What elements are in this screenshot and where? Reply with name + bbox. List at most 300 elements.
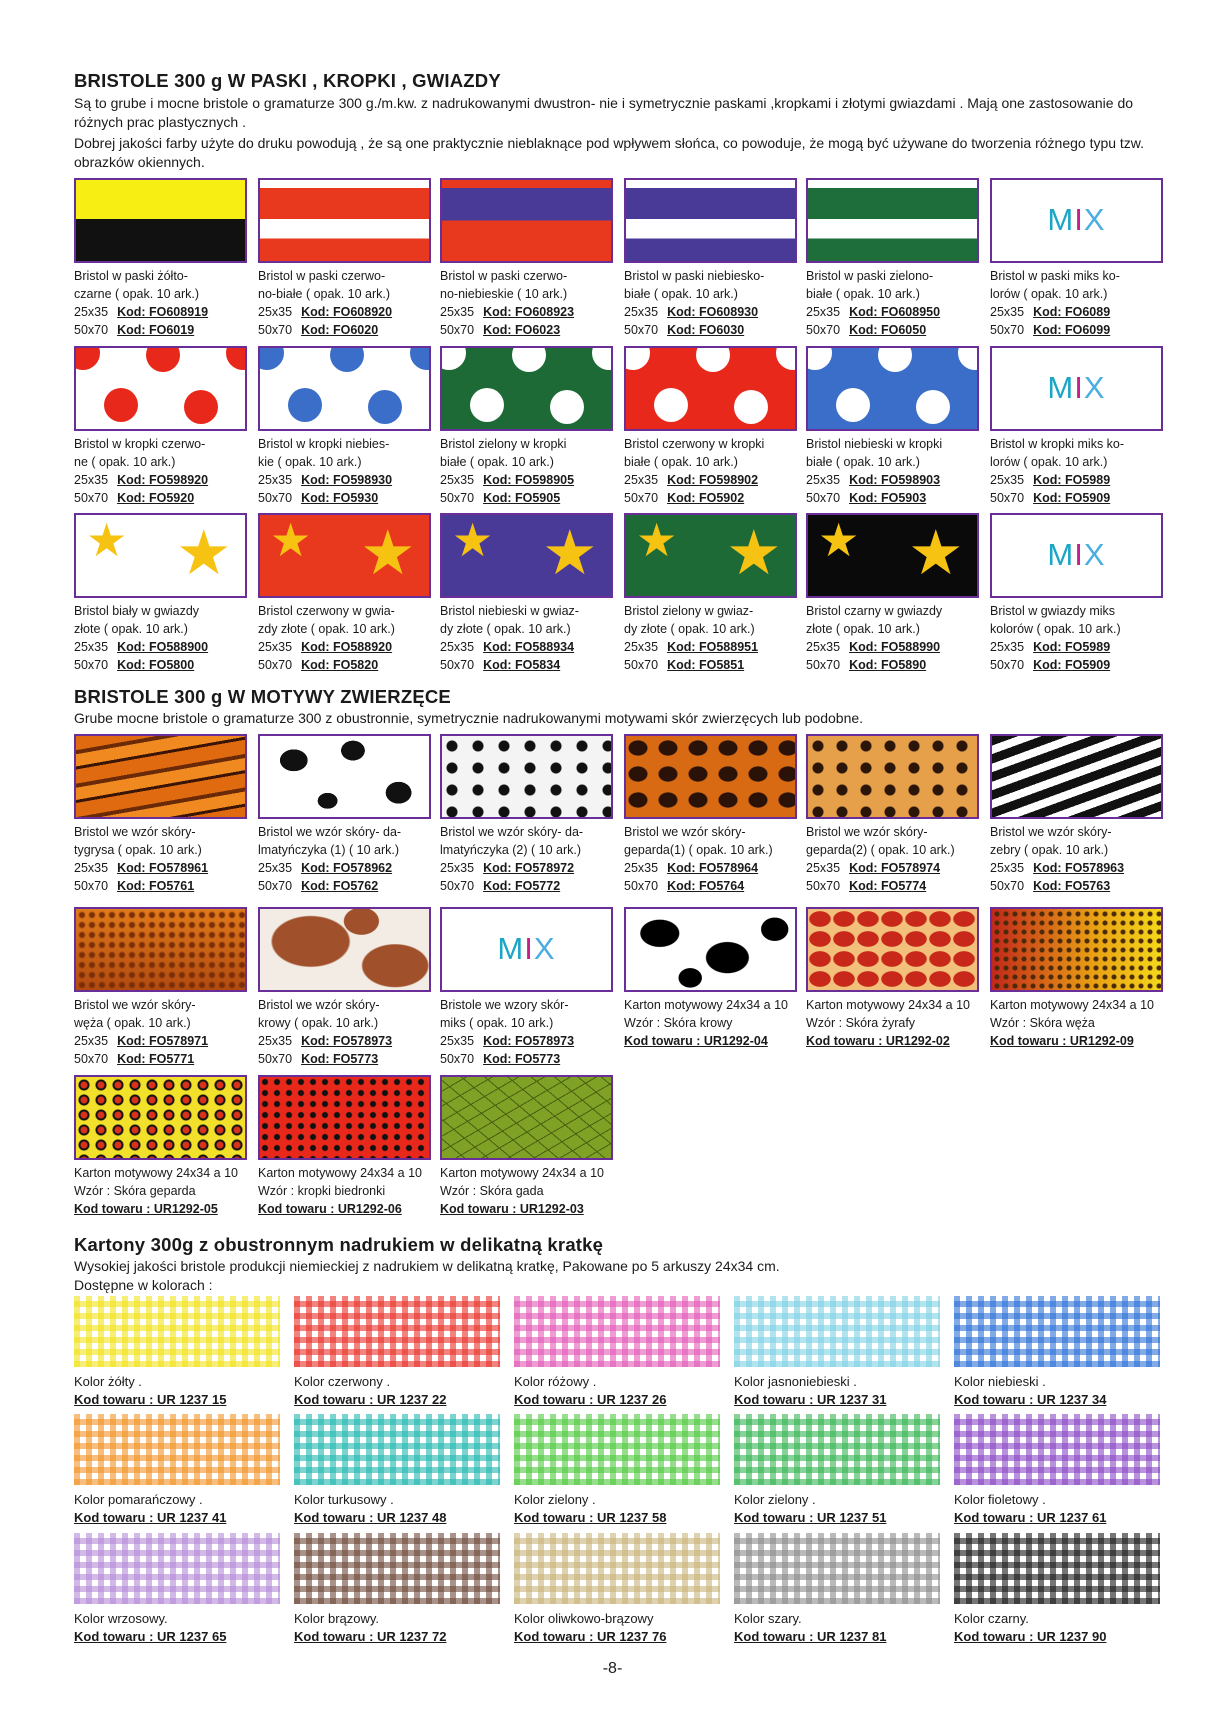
product-name-line1: Bristol w paski miks ko-	[990, 269, 1120, 283]
karton-name: Karton motywowy 24x34 a 10	[624, 998, 788, 1012]
polka-dot	[440, 346, 466, 370]
product-swatch	[806, 346, 979, 431]
product-swatch	[74, 734, 247, 819]
product-card	[806, 178, 979, 339]
product-name-line2: białe ( opak. 10 ark.)	[806, 287, 920, 301]
product-name-line2: czarne ( opak. 10 ark.)	[74, 287, 200, 301]
product-name-line1: Bristol w paski czerwo-	[440, 269, 568, 283]
mix-label	[992, 537, 1161, 573]
gingham-color-name: Kolor pomarańczowy .	[74, 1492, 203, 1507]
product-card	[74, 734, 247, 895]
size-large: 50x70	[440, 491, 475, 505]
product-code-small: Kod: FO598903	[849, 473, 941, 487]
product-caption	[258, 267, 431, 339]
section-description-2: Dobrej jakości farby użyte do druku powodują , że są one praktycznie nieblaknące pod wpływem słońca, co powoduje, że mogą być używane do tworzenia różnego typu tzw. obrazków okiennych.	[74, 135, 1145, 170]
product-name-line2: białe ( opak. 10 ark.)	[624, 287, 738, 301]
product-name-line1: Bristol czerwony w kropki	[624, 437, 765, 451]
polka-dot	[104, 388, 138, 422]
product-code-large: Kod: FO5771	[117, 1052, 195, 1066]
product-name-line1: Bristol w paski niebiesko-	[624, 269, 765, 283]
size-large: 50x70	[440, 323, 475, 337]
product-code-small: Kod: FO5989	[1033, 473, 1111, 487]
karton-caption	[258, 1164, 431, 1218]
product-caption	[258, 996, 431, 1068]
page-number: -8-	[602, 1660, 623, 1677]
product-name-line1: Bristol we wzór skóry- da-	[440, 825, 584, 839]
gingham-color-name: Kolor zielony .	[514, 1492, 596, 1507]
product-code-small: Kod: FO608919	[117, 305, 209, 319]
animals-description: Grube mocne bristole o gramaturze 300 z obustronnie, symetrycznie nadrukowanymi motywami skór zwierzęcych lub podobne.	[74, 710, 864, 726]
product-code-small: Kod: FO588934	[483, 640, 575, 654]
product-card	[440, 346, 613, 507]
polka-dot	[806, 346, 832, 370]
product-code-large: Kod: FO5834	[483, 658, 561, 672]
product-card	[624, 513, 797, 674]
size-small: 25x35	[74, 473, 109, 487]
gingham-swatch	[294, 1414, 500, 1485]
karton-code: Kod towaru : UR1292-06	[258, 1202, 402, 1216]
size-small: 25x35	[74, 640, 109, 654]
gingham-swatch	[294, 1533, 500, 1604]
karton-card	[624, 907, 797, 1050]
product-code-large: Kod: FO5903	[849, 491, 927, 505]
product-code-small: Kod: FO578973	[483, 1034, 575, 1048]
product-name-line1: Bristole we wzory skór-	[440, 998, 569, 1012]
gingham-code: Kod towaru : UR 1237 76	[514, 1629, 667, 1644]
size-large: 50x70	[624, 323, 659, 337]
product-name-line1: Bristol czarny w gwiazdy	[806, 604, 943, 618]
product-swatch	[258, 513, 431, 598]
gingham-swatch	[74, 1296, 280, 1367]
gold-star-icon: ★	[542, 519, 598, 588]
product-caption	[74, 823, 247, 895]
polka-dot	[368, 390, 402, 424]
gold-star-icon: ★	[360, 519, 416, 588]
product-code-small: Kod: FO578961	[117, 861, 209, 875]
karton-pattern: Wzór : Skóra gada	[440, 1184, 544, 1198]
product-name-line2: geparda(2) ( opak. 10 ark.)	[806, 843, 955, 857]
gold-star-icon: ★	[452, 514, 494, 566]
karton-caption	[806, 996, 979, 1050]
product-code-large: Kod: FO5773	[301, 1052, 379, 1066]
size-small: 25x35	[624, 305, 659, 319]
size-large: 50x70	[624, 658, 659, 672]
product-code-small: Kod: FO598930	[301, 473, 393, 487]
product-caption	[806, 435, 979, 507]
product-swatch	[990, 346, 1163, 431]
size-small: 25x35	[258, 305, 293, 319]
polka-dot	[878, 346, 912, 372]
polka-dot	[470, 388, 504, 422]
mix-label	[992, 370, 1161, 406]
product-name-line2: lorów ( opak. 10 ark.)	[990, 455, 1108, 469]
polka-dot	[776, 346, 797, 370]
product-caption	[624, 823, 797, 895]
gingham-swatch	[74, 1533, 280, 1604]
mix-letter-x: X	[1083, 202, 1106, 237]
product-caption	[440, 996, 613, 1068]
karton-card	[440, 1075, 613, 1218]
product-name-line1: Bristol we wzór skóry- da-	[258, 825, 402, 839]
gingham-caption	[954, 1610, 1162, 1646]
size-large: 50x70	[806, 879, 841, 893]
product-swatch	[806, 513, 979, 598]
product-code-large: Kod: FO5920	[117, 491, 195, 505]
karton-code: Kod towaru : UR1292-05	[74, 1202, 218, 1216]
gold-star-icon: ★	[818, 514, 860, 566]
product-code-large: Kod: FO5761	[117, 879, 195, 893]
mix-letter-i: I	[524, 931, 534, 966]
product-code-small: Kod: FO588920	[301, 640, 393, 654]
size-large: 50x70	[74, 1052, 109, 1066]
product-card	[990, 346, 1163, 507]
gingham-swatch	[954, 1533, 1160, 1604]
polka-dot	[592, 346, 613, 370]
karton-caption	[440, 1164, 613, 1218]
mix-label	[442, 931, 611, 967]
product-caption	[258, 823, 431, 895]
size-small: 25x35	[806, 861, 841, 875]
product-card	[258, 907, 431, 1068]
size-large: 50x70	[990, 658, 1025, 672]
polka-dot	[696, 346, 730, 372]
product-name-line1: Bristol we wzór skóry-	[74, 825, 196, 839]
gingham-swatch	[514, 1533, 720, 1604]
product-card	[74, 178, 247, 339]
size-small: 25x35	[74, 305, 109, 319]
product-code-large: Kod: FO5902	[667, 491, 745, 505]
product-code-large: Kod: FO6050	[849, 323, 927, 337]
gingham-color-name: Kolor fioletowy .	[954, 1492, 1046, 1507]
karton-name: Karton motywowy 24x34 a 10	[990, 998, 1154, 1012]
gingham-card	[514, 1533, 722, 1646]
gingham-card	[74, 1533, 282, 1646]
polka-dot	[288, 388, 322, 422]
gingham-card	[734, 1296, 942, 1409]
product-code-small: Kod: FO578962	[301, 861, 393, 875]
size-small: 25x35	[440, 473, 475, 487]
gold-star-icon: ★	[908, 519, 964, 588]
product-card	[990, 734, 1163, 895]
product-code-small: Kod: FO598902	[667, 473, 759, 487]
size-small: 25x35	[440, 1034, 475, 1048]
polka-dot	[624, 346, 650, 370]
gingham-card	[74, 1296, 282, 1409]
product-code-large: Kod: FO5773	[483, 1052, 561, 1066]
polka-dot	[410, 346, 431, 370]
product-card	[258, 513, 431, 674]
gold-star-icon: ★	[270, 514, 312, 566]
gingham-color-name: Kolor szary.	[734, 1611, 802, 1626]
product-name-line1: Bristol w paski zielono-	[806, 269, 934, 283]
product-name-line2: dy złote ( opak. 10 ark.)	[440, 622, 571, 636]
gingham-card	[734, 1533, 942, 1646]
product-code-large: Kod: FO6030	[667, 323, 745, 337]
size-small: 25x35	[990, 861, 1025, 875]
product-name-line1: Bristol w kropki miks ko-	[990, 437, 1125, 451]
size-small: 25x35	[990, 305, 1025, 319]
size-large: 50x70	[258, 491, 293, 505]
mix-letter-m: M	[1047, 370, 1075, 405]
product-code-large: Kod: FO5905	[483, 491, 561, 505]
product-card	[74, 513, 247, 674]
gingham-color-name: Kolor wrzosowy.	[74, 1611, 168, 1626]
product-name-line2: dy złote ( opak. 10 ark.)	[624, 622, 755, 636]
product-swatch	[74, 907, 247, 992]
product-code-small: Kod: FO608930	[667, 305, 759, 319]
gingham-description: Wysokiej jakości bristole produkcji niemieckiej z nadrukiem w delikatną kratkę, Pakowane po 5 arkuszy 24x34 cm.	[74, 1258, 780, 1274]
polka-dot	[226, 346, 247, 370]
size-small: 25x35	[806, 640, 841, 654]
size-small: 25x35	[624, 861, 659, 875]
mix-letter-m: M	[1047, 202, 1075, 237]
karton-card	[990, 907, 1163, 1050]
size-small: 25x35	[74, 861, 109, 875]
size-large: 50x70	[440, 1052, 475, 1066]
product-name-line2: węża ( opak. 10 ark.)	[74, 1016, 191, 1030]
size-large: 50x70	[806, 658, 841, 672]
size-large: 50x70	[990, 879, 1025, 893]
product-caption	[806, 823, 979, 895]
product-code-small: Kod: FO5989	[1033, 640, 1111, 654]
product-swatch	[440, 907, 613, 992]
product-name-line1: Bristol w kropki niebies-	[258, 437, 390, 451]
product-caption	[440, 435, 613, 507]
gingham-colors-heading: Dostępne w kolorach :	[74, 1277, 213, 1293]
product-code-large: Kod: FO6019	[117, 323, 195, 337]
product-swatch	[806, 178, 979, 263]
gingham-card	[514, 1414, 722, 1527]
size-large: 50x70	[806, 323, 841, 337]
gingham-color-name: Kolor oliwkowo-brązowy	[514, 1611, 654, 1626]
karton-card	[806, 907, 979, 1050]
product-swatch	[990, 734, 1163, 819]
gingham-swatch	[74, 1414, 280, 1485]
product-caption	[74, 267, 247, 339]
product-name-line1: Bristol we wzór skóry-	[74, 998, 196, 1012]
size-large: 50x70	[624, 491, 659, 505]
product-code-small: Kod: FO578963	[1033, 861, 1125, 875]
product-caption	[74, 996, 247, 1068]
product-card	[440, 178, 613, 339]
gingham-code: Kod towaru : UR 1237 58	[514, 1510, 667, 1525]
karton-caption	[624, 996, 797, 1050]
product-caption	[990, 602, 1163, 674]
product-swatch	[74, 513, 247, 598]
gingham-card	[514, 1296, 722, 1409]
gingham-caption	[294, 1491, 502, 1527]
mix-label	[992, 202, 1161, 238]
product-name-line1: Bristol w paski czerwo-	[258, 269, 386, 283]
size-small: 25x35	[440, 305, 475, 319]
size-large: 50x70	[74, 658, 109, 672]
gingham-code: Kod towaru : UR 1237 41	[74, 1510, 227, 1525]
mix-letter-m: M	[1047, 537, 1075, 572]
product-caption	[624, 435, 797, 507]
karton-name: Karton motywowy 24x34 a 10	[806, 998, 970, 1012]
gingham-caption	[514, 1373, 722, 1409]
karton-code: Kod towaru : UR1292-02	[806, 1034, 950, 1048]
karton-pattern: Wzór : Skóra geparda	[74, 1184, 196, 1198]
product-name-line1: Bristol niebieski w kropki	[806, 437, 943, 451]
product-swatch	[806, 734, 979, 819]
product-name-line1: Bristol we wzór skóry-	[806, 825, 928, 839]
gingham-code: Kod towaru : UR 1237 34	[954, 1392, 1107, 1407]
karton-code: Kod towaru : UR1292-03	[440, 1202, 584, 1216]
product-name-line2: złote ( opak. 10 ark.)	[806, 622, 920, 636]
product-card	[624, 734, 797, 895]
karton-card	[258, 1075, 431, 1218]
product-name-line1: Bristol w kropki czerwo-	[74, 437, 206, 451]
product-name-line1: Bristol biały w gwiazdy	[74, 604, 200, 618]
product-card	[806, 513, 979, 674]
product-card	[258, 734, 431, 895]
product-card	[806, 734, 979, 895]
size-large: 50x70	[258, 323, 293, 337]
size-large: 50x70	[258, 658, 293, 672]
product-code-small: Kod: FO578964	[667, 861, 759, 875]
gingham-caption	[74, 1610, 282, 1646]
mix-letter-x: X	[533, 931, 556, 966]
karton-caption	[74, 1164, 247, 1218]
size-small: 25x35	[624, 640, 659, 654]
gingham-color-name: Kolor jasnoniebieski .	[734, 1374, 857, 1389]
product-name-line2: tygrysa ( opak. 10 ark.)	[74, 843, 202, 857]
gingham-color-name: Kolor brązowy.	[294, 1611, 380, 1626]
gingham-color-name: Kolor turkusowy .	[294, 1492, 394, 1507]
mix-letter-m: M	[497, 931, 525, 966]
product-code-small: Kod: FO588951	[667, 640, 759, 654]
mix-letter-i: I	[1074, 202, 1084, 237]
karton-card	[74, 1075, 247, 1218]
product-card	[74, 907, 247, 1068]
product-name-line2: miks ( opak. 10 ark.)	[440, 1016, 554, 1030]
polka-dot	[512, 346, 546, 372]
product-name-line1: Bristol zielony w kropki	[440, 437, 567, 451]
product-code-large: Kod: FO5909	[1033, 658, 1111, 672]
gingham-swatch	[954, 1296, 1160, 1367]
product-name-line1: Bristol w gwiazdy miks	[990, 604, 1116, 618]
polka-dot	[74, 346, 100, 370]
product-name-line2: kie ( opak. 10 ark.)	[258, 455, 362, 469]
gingham-caption	[74, 1373, 282, 1409]
product-card	[258, 346, 431, 507]
gingham-code: Kod towaru : UR 1237 81	[734, 1629, 887, 1644]
mix-letter-i: I	[1074, 370, 1084, 405]
product-card	[624, 178, 797, 339]
product-code-large: Kod: FO5820	[301, 658, 379, 672]
gingham-card	[74, 1414, 282, 1527]
karton-swatch	[806, 907, 979, 992]
gingham-code: Kod towaru : UR 1237 15	[74, 1392, 227, 1407]
product-name-line1: Bristol we wzór skóry-	[258, 998, 380, 1012]
size-small: 25x35	[990, 473, 1025, 487]
gingham-code: Kod towaru : UR 1237 48	[294, 1510, 447, 1525]
gingham-caption	[294, 1373, 502, 1409]
size-large: 50x70	[74, 491, 109, 505]
section-title-patterns: BRISTOLE 300 g W PASKI , KROPKI , GWIAZDY	[74, 70, 501, 91]
gingham-caption	[74, 1491, 282, 1527]
polka-dot	[836, 388, 870, 422]
product-name-line1: Bristol zielony w gwiaz-	[624, 604, 754, 618]
gingham-caption	[954, 1491, 1162, 1527]
product-card	[806, 346, 979, 507]
karton-swatch	[440, 1075, 613, 1160]
gingham-caption	[734, 1373, 942, 1409]
product-code-small: Kod: FO578971	[117, 1034, 209, 1048]
size-small: 25x35	[806, 473, 841, 487]
product-code-small: Kod: FO608950	[849, 305, 941, 319]
polka-dot	[654, 388, 688, 422]
product-caption	[258, 435, 431, 507]
gold-star-icon: ★	[176, 519, 232, 588]
product-swatch	[990, 513, 1163, 598]
gingham-color-name: Kolor czerwony .	[294, 1374, 391, 1389]
product-name-line2: lmatyńczyka (1) ( 10 ark.)	[258, 843, 400, 857]
polka-dot	[258, 346, 284, 370]
gingham-card	[954, 1414, 1162, 1527]
product-name-line2: zebry ( opak. 10 ark.)	[990, 843, 1109, 857]
gingham-caption	[734, 1610, 942, 1646]
product-caption	[74, 602, 247, 674]
section-description-1: Są to grube i mocne bristole o gramaturze 300 g./m.kw. z nadrukowanymi dwustron- nie i symetrycznie paskami ,kropkami i złotymi gwiazdami . Mają one zastosowanie do różnych prac plastycznych .	[74, 95, 1134, 130]
product-code-small: Kod: FO608920	[301, 305, 393, 319]
product-name-line2: złote ( opak. 10 ark.)	[74, 622, 188, 636]
product-caption	[624, 267, 797, 339]
product-card	[440, 513, 613, 674]
gingham-code: Kod towaru : UR 1237 72	[294, 1629, 447, 1644]
product-card	[440, 734, 613, 895]
product-caption	[440, 602, 613, 674]
karton-code: Kod towaru : UR1292-09	[990, 1034, 1134, 1048]
product-swatch	[440, 513, 613, 598]
product-code-small: Kod: FO598920	[117, 473, 209, 487]
product-swatch	[258, 346, 431, 431]
gingham-color-name: Kolor żółty .	[74, 1374, 142, 1389]
size-large: 50x70	[74, 879, 109, 893]
karton-name: Karton motywowy 24x34 a 10	[258, 1166, 422, 1180]
product-code-small: Kod: FO588990	[849, 640, 941, 654]
product-card	[624, 346, 797, 507]
product-name-line1: Bristol we wzór skóry-	[624, 825, 746, 839]
gingham-caption	[514, 1610, 722, 1646]
size-large: 50x70	[74, 323, 109, 337]
gold-star-icon: ★	[726, 519, 782, 588]
gingham-code: Kod towaru : UR 1237 65	[74, 1629, 227, 1644]
mix-letter-x: X	[1083, 537, 1106, 572]
polka-dot	[958, 346, 979, 370]
product-caption	[440, 823, 613, 895]
mix-letter-x: X	[1083, 370, 1106, 405]
size-small: 25x35	[990, 640, 1025, 654]
product-code-small: Kod: FO608923	[483, 305, 575, 319]
product-caption	[806, 602, 979, 674]
gingham-code: Kod towaru : UR 1237 22	[294, 1392, 447, 1407]
gingham-color-name: Kolor niebieski .	[954, 1374, 1046, 1389]
section-title-gingham: Kartony 300g z obustronnym nadrukiem w delikatną kratkę	[74, 1234, 604, 1255]
product-code-large: Kod: FO6099	[1033, 323, 1111, 337]
karton-caption	[990, 996, 1163, 1050]
product-swatch	[74, 178, 247, 263]
product-swatch	[74, 346, 247, 431]
gingham-caption	[514, 1491, 722, 1527]
gingham-swatch	[514, 1296, 720, 1367]
size-small: 25x35	[258, 1034, 293, 1048]
gingham-color-name: Kolor różowy .	[514, 1374, 597, 1389]
size-small: 25x35	[258, 640, 293, 654]
size-small: 25x35	[74, 1034, 109, 1048]
product-swatch	[258, 907, 431, 992]
